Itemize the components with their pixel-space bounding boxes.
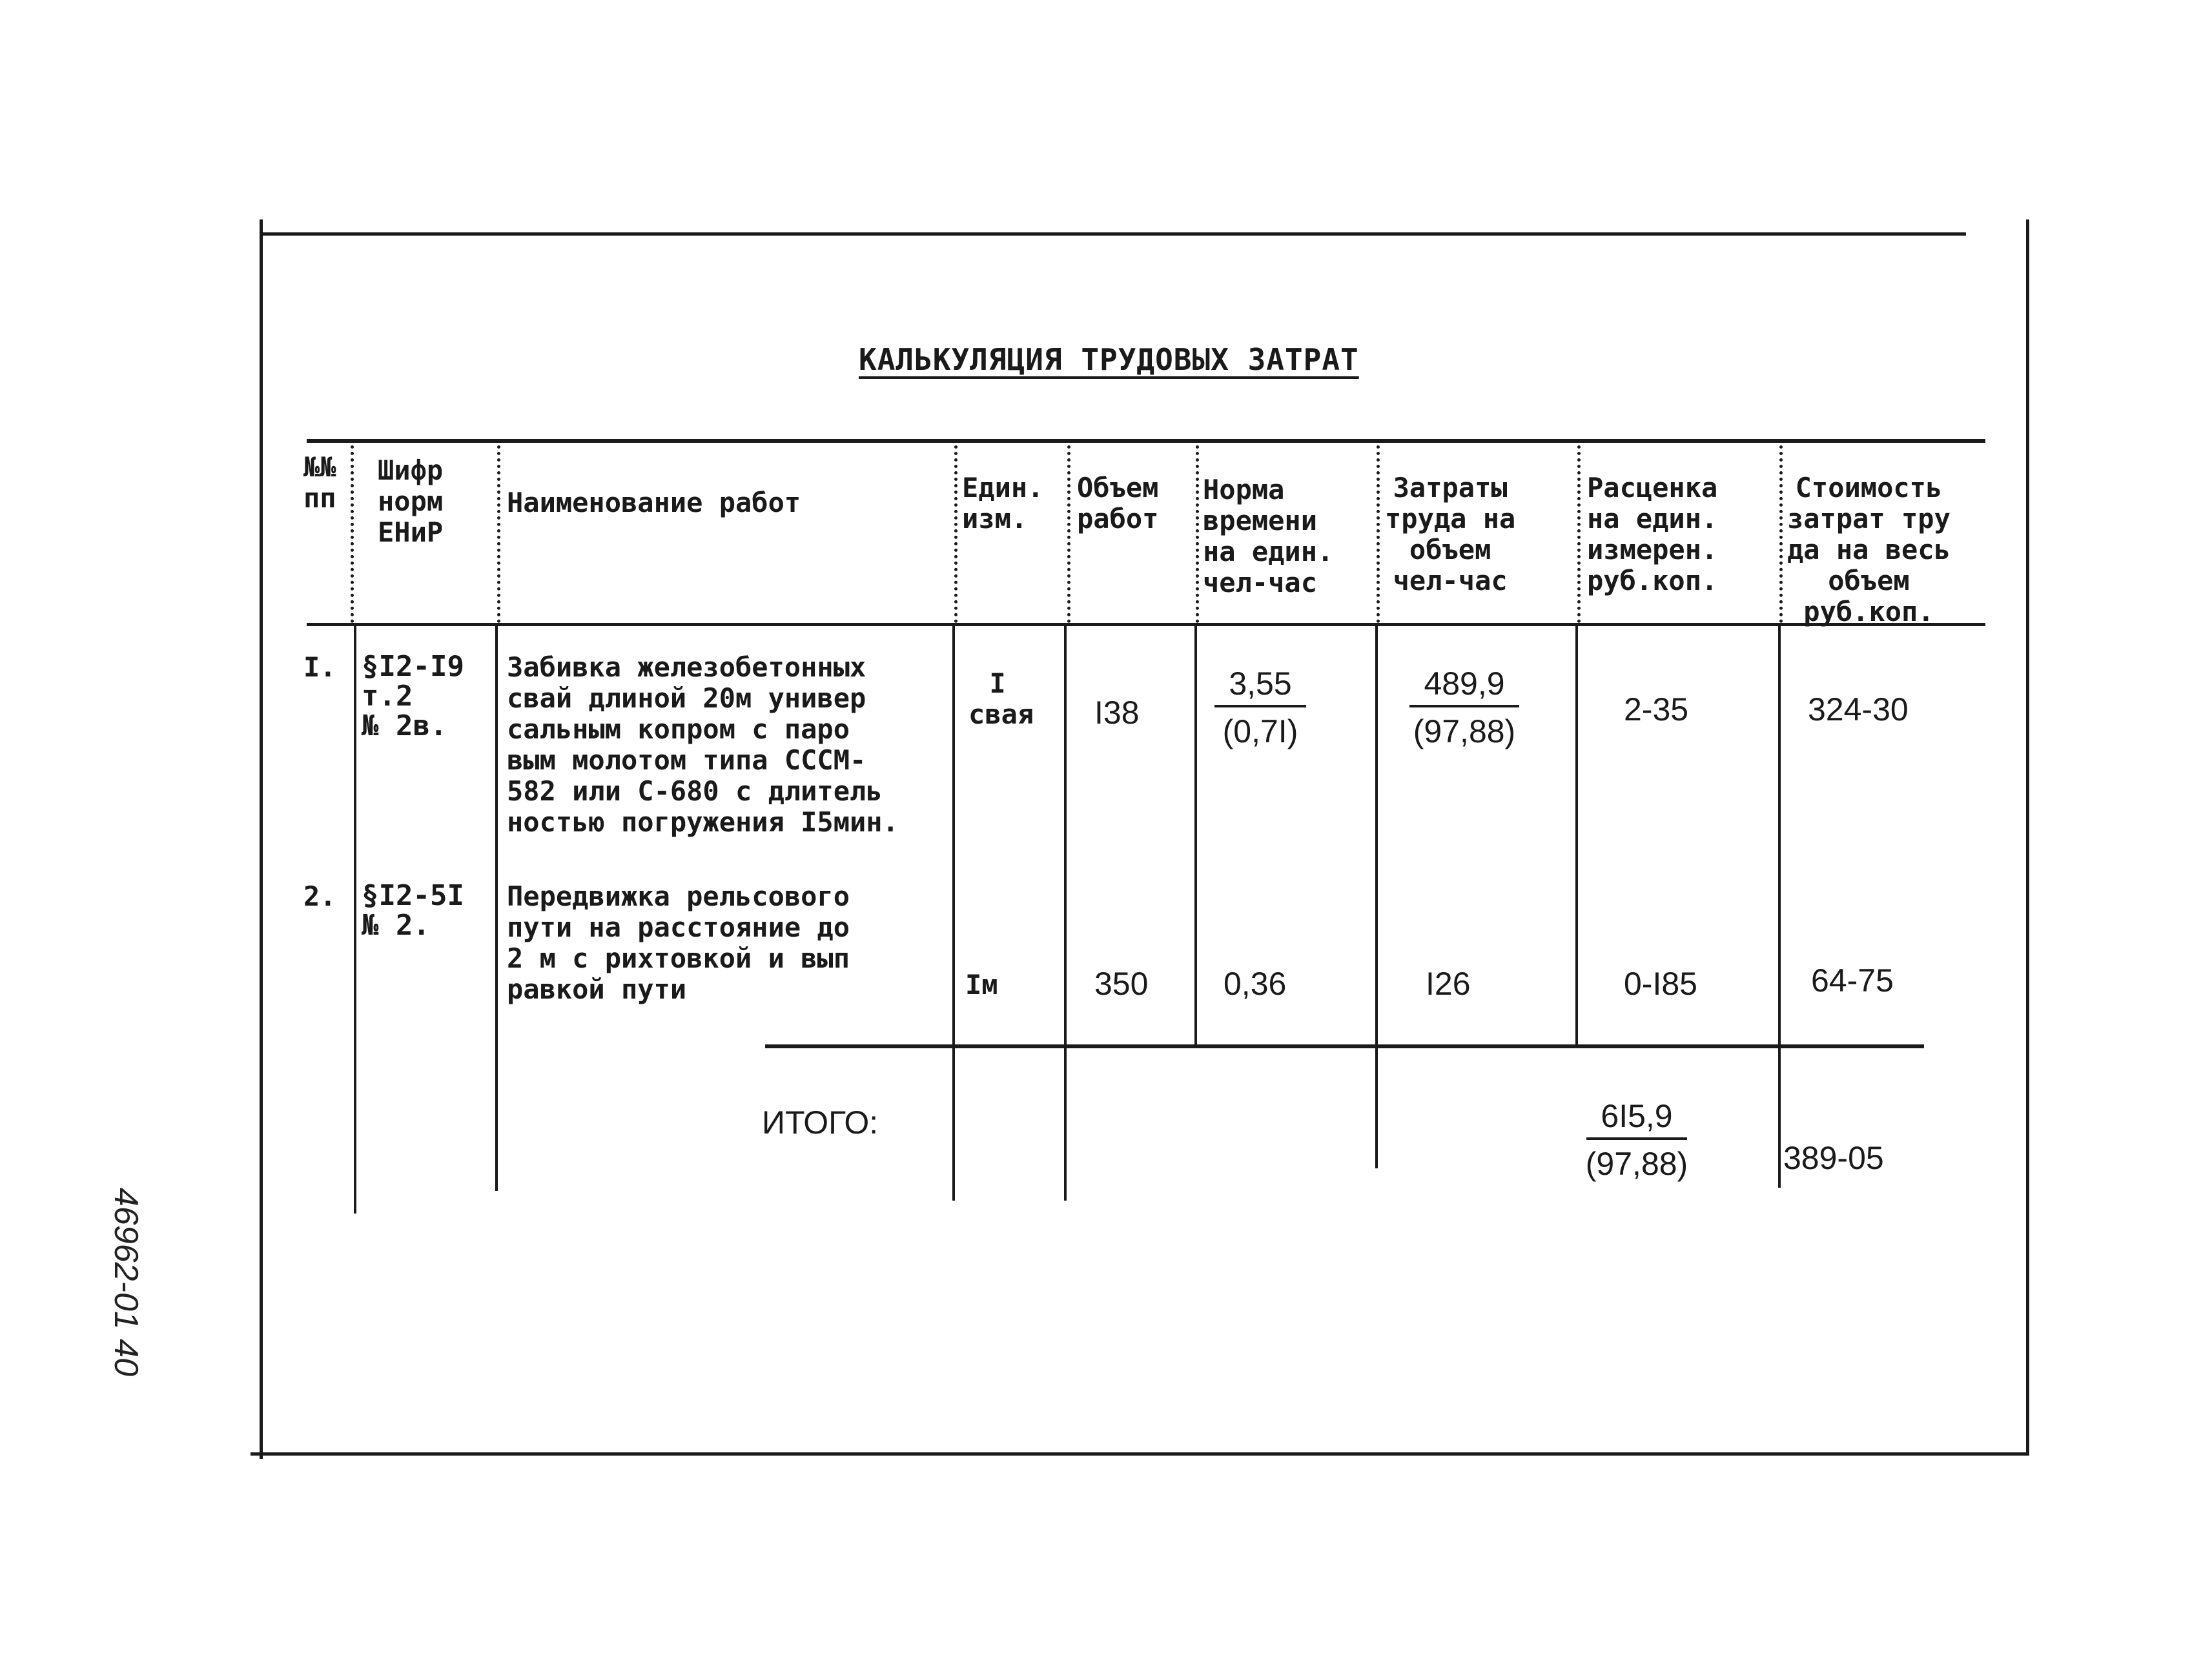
header-divider bbox=[1779, 445, 1783, 623]
row-number: I. bbox=[303, 651, 336, 683]
row-norm-bottom: (0,7I) bbox=[1222, 713, 1298, 749]
row-cost: 64-75 bbox=[1811, 962, 1894, 999]
column-divider bbox=[952, 626, 955, 1201]
page-title: КАЛЬКУЛЯЦИЯ ТРУДОВЫХ ЗАТРАТ bbox=[859, 342, 1359, 377]
column-divider bbox=[354, 626, 356, 1214]
total-labor bbox=[1546, 1097, 1727, 1183]
column-header-rate: Расценка на един. измерен. руб.коп. bbox=[1587, 472, 1718, 596]
row-labor-top: 489,9 bbox=[1409, 665, 1519, 707]
row-unit: Iм bbox=[965, 969, 998, 1001]
row-norm bbox=[1202, 665, 1318, 750]
header-divider bbox=[1377, 445, 1380, 623]
column-divider bbox=[1194, 626, 1197, 1046]
frame-top-line bbox=[261, 232, 1966, 236]
frame-right-line bbox=[2026, 219, 2029, 1456]
column-header-cost: Стоимость затрат тру да на весь объем руб.коп. bbox=[1787, 472, 1951, 627]
row-code: §I2-I9 т.2 № 2в. bbox=[362, 650, 464, 742]
column-divider bbox=[1064, 626, 1067, 1201]
row-rate: 0-I85 bbox=[1624, 966, 1697, 1002]
header-divider bbox=[497, 445, 500, 623]
column-divider bbox=[1778, 626, 1781, 1188]
row-norm-top: 3,55 bbox=[1214, 665, 1306, 707]
column-divider bbox=[1375, 626, 1378, 1168]
total-label: ИТОГО: bbox=[762, 1104, 879, 1141]
column-divider bbox=[495, 626, 498, 1191]
total-cost: 389-05 bbox=[1783, 1140, 1884, 1176]
row-norm: 0,36 bbox=[1224, 966, 1287, 1002]
row-volume: 350 bbox=[1094, 966, 1149, 1002]
row-work-name: Забивка железобетонных свай длиной 20м универ сальным копром с паро вым молотом типа СССМ- 582 или С-680 с длитель ностью погружения I5мин. bbox=[507, 651, 899, 838]
header-divider bbox=[954, 445, 958, 623]
side-stamp: 46962-01 40 bbox=[107, 1188, 145, 1377]
row-rate: 2-35 bbox=[1624, 691, 1689, 727]
total-separator-line bbox=[765, 1044, 1924, 1048]
column-header-code: Шифр норм ЕНиР bbox=[378, 454, 444, 548]
frame-bottom-line bbox=[251, 1452, 2029, 1456]
row-cost: 324-30 bbox=[1808, 691, 1909, 727]
column-header-unit: Един. изм. bbox=[962, 472, 1044, 534]
column-header-labor: Затраты труда на объем чел-час bbox=[1385, 472, 1516, 596]
row-work-name: Передвижка рельсового пути на расстояние до 2 м с рихтовкой и вып равкой пути bbox=[507, 880, 850, 1005]
column-divider bbox=[1575, 626, 1578, 1046]
header-divider bbox=[1067, 445, 1070, 623]
table-top-line bbox=[307, 439, 1985, 443]
row-code: §I2-5I № 2. bbox=[362, 879, 464, 942]
column-header-name: Наименование работ bbox=[507, 487, 801, 518]
row-labor: I26 bbox=[1426, 966, 1471, 1002]
column-header-norm: Норма времени на един. чел-час bbox=[1203, 474, 1334, 598]
frame-left-line bbox=[260, 219, 263, 1459]
row-unit: I свая bbox=[968, 667, 1034, 730]
total-labor-bottom: (97,88) bbox=[1585, 1146, 1688, 1182]
header-divider bbox=[1577, 445, 1581, 623]
total-labor-top: 6I5,9 bbox=[1586, 1097, 1686, 1140]
header-bottom-line bbox=[307, 623, 1985, 626]
row-labor bbox=[1387, 665, 1542, 750]
header-divider bbox=[351, 445, 354, 623]
row-volume: I38 bbox=[1094, 695, 1140, 731]
column-header-number: №№ пп bbox=[303, 451, 336, 514]
row-labor-bottom: (97,88) bbox=[1413, 713, 1516, 749]
header-divider bbox=[1196, 445, 1199, 623]
column-header-volume: Объем работ bbox=[1077, 472, 1159, 534]
row-number: 2. bbox=[303, 880, 336, 912]
